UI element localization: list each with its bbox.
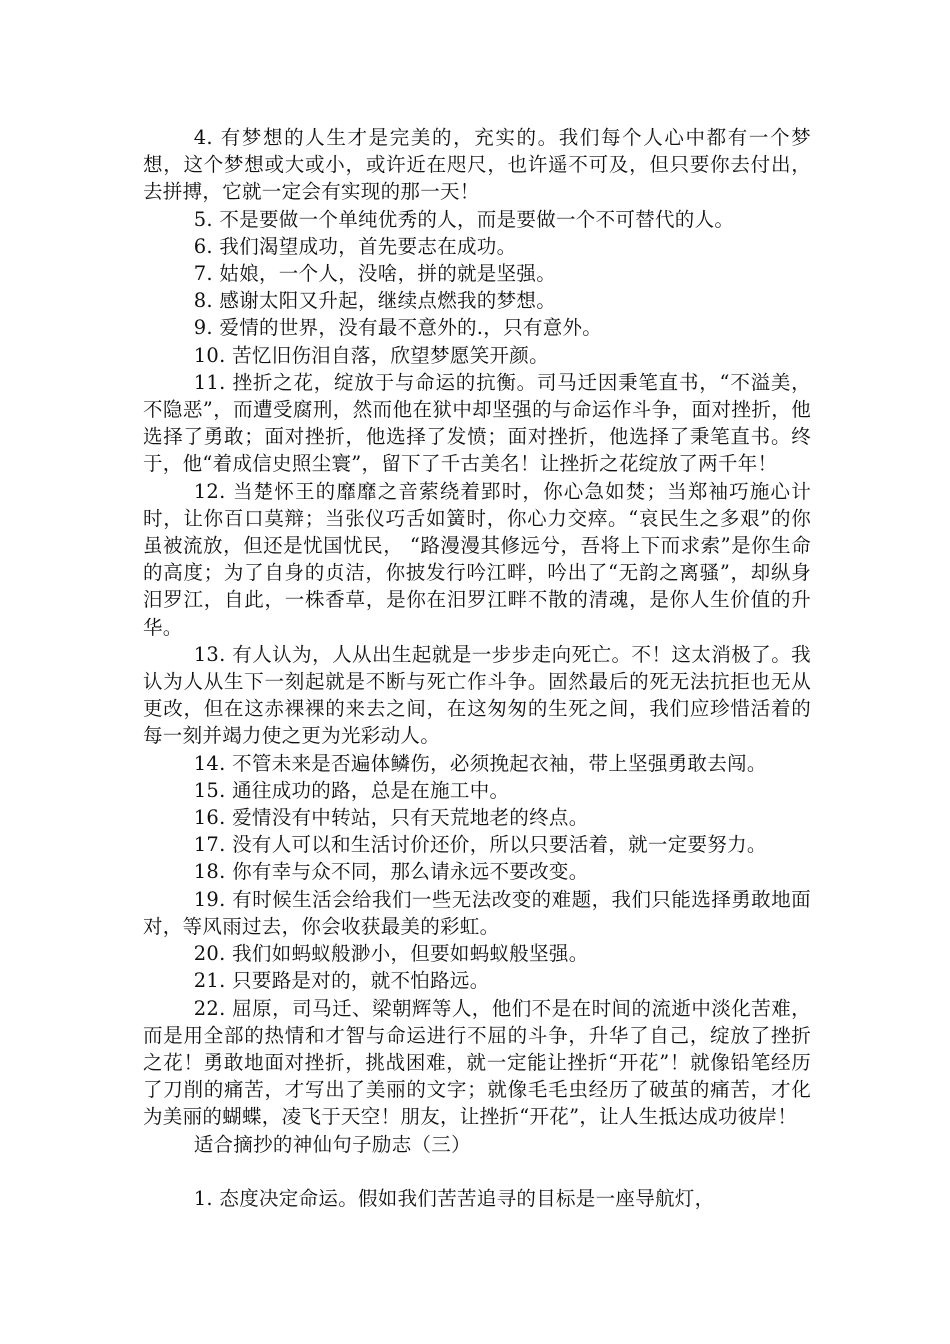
list-item: 10. 苦忆旧伤泪自落，欣望梦愿笑开颜。 — [193, 343, 549, 367]
list-item: 6. 我们渴望成功，首先要志在成功。 — [193, 234, 517, 258]
list-item: 1. 态度决定命运。假如我们苦苦追寻的目标是一座导航灯， — [193, 1186, 715, 1210]
list-item: 4. 有梦想的人生才是完美的，充实的。我们每个人心中都有一个梦想，这个梦想或大或小，或许近在咫尺，也许遥不可及，但只要你去付出，去拼搏，它就一定会有实现的那一天！ — [143, 126, 811, 204]
list-item: 18. 你有幸与众不同，那么请永远不要改变。 — [193, 860, 589, 884]
list-item: 19. 有时候生活会给我们一些无法改变的难题，我们只能选择勇敢地面对，等风雨过去，你会收获最美的彩虹。 — [143, 887, 811, 938]
blank-line — [143, 1158, 811, 1185]
list-item: 13. 有人认为，人从出生起就是一步步走向死亡。不！这太消极了。我认为人从生下一刻起就是不断与死亡作斗争。固然最后的死无法抗拒也无从更改，但在这赤裸裸的来去之间，在这匆匆的生死之间，我们应珍惜活着的每一刻并竭力使之更为光彩动人。 — [143, 642, 811, 748]
list-item: 22. 屈原，司马迁、梁朝辉等人，他们不是在时间的流逝中淡化苦难，而是用全部的热情和才智与命运进行不屈的斗争，升华了自己，绽放了挫折之花！勇敢地面对挫折，挑战困难，就一定能让挫折“开花”！就像铅笔经历了刀削的痛苦，才写出了美丽的文字；就像毛毛虫经历了破茧的痛苦，才化为美丽的蝴蝶，凌飞于天空！朋友，让挫折“开花”，让人生抵达成功彼岸！ — [143, 996, 811, 1129]
document-body — [143, 124, 811, 1212]
list-item: 8. 感谢太阳又升起，继续点燃我的梦想。 — [193, 289, 556, 313]
list-item: 12. 当楚怀王的靡靡之音萦绕着郢时，你心急如焚；当郑袖巧施心计时，让你百口莫辩；当张仪巧舌如簧时，你心力交瘁。“哀民生之多艰”的你虽被流放，但还是忧国忧民， “路漫漫其修远兮，吾将上下而求索”是你生命的高度；为了自身的贞洁，你披发行吟江畔，吟出了“无韵之离骚”，却纵身汨罗江，自此，一株香草，是你在汨罗江畔不散的清魂，是你人生价值的升华。 — [143, 479, 811, 639]
list-item: 21. 只要路是对的，就不怕路远。 — [193, 969, 490, 993]
section-heading: 适合摘抄的神仙句子励志（三） — [193, 1132, 471, 1156]
list-item: 20. 我们如蚂蚁般渺小，但要如蚂蚁般坚强。 — [193, 942, 589, 966]
list-item: 11. 挫折之花，绽放于与命运的抗衡。司马迁因秉笔直书，“不溢美，不隐恶”，而遭受腐刑，然而他在狱中却坚强的与命运作斗争，面对挫折，他选择了勇敢；面对挫折，他选择了发愤；面对挫折，他选择了秉笔直书。终于，他“着成信史照尘寰”，留下了千古美名！让挫折之花绽放了两千年！ — [143, 370, 811, 476]
list-item: 15. 通往成功的路，总是在施工中。 — [193, 778, 510, 802]
list-item: 9. 爱情的世界，没有最不意外的.，只有意外。 — [193, 316, 603, 340]
list-item: 16. 爱情没有中转站，只有天荒地老的终点。 — [193, 806, 589, 830]
list-item: 5. 不是要做一个单纯优秀的人，而是要做一个不可替代的人。 — [193, 207, 735, 231]
list-item: 14. 不管未来是否遍体鳞伤，必须挽起衣袖，带上坚强勇敢去闯。 — [193, 751, 767, 775]
list-item: 17. 没有人可以和生活讨价还价，所以只要活着，就一定要努力。 — [193, 833, 767, 857]
list-item: 7. 姑娘，一个人，没啥，拼的就是坚强。 — [193, 262, 556, 286]
